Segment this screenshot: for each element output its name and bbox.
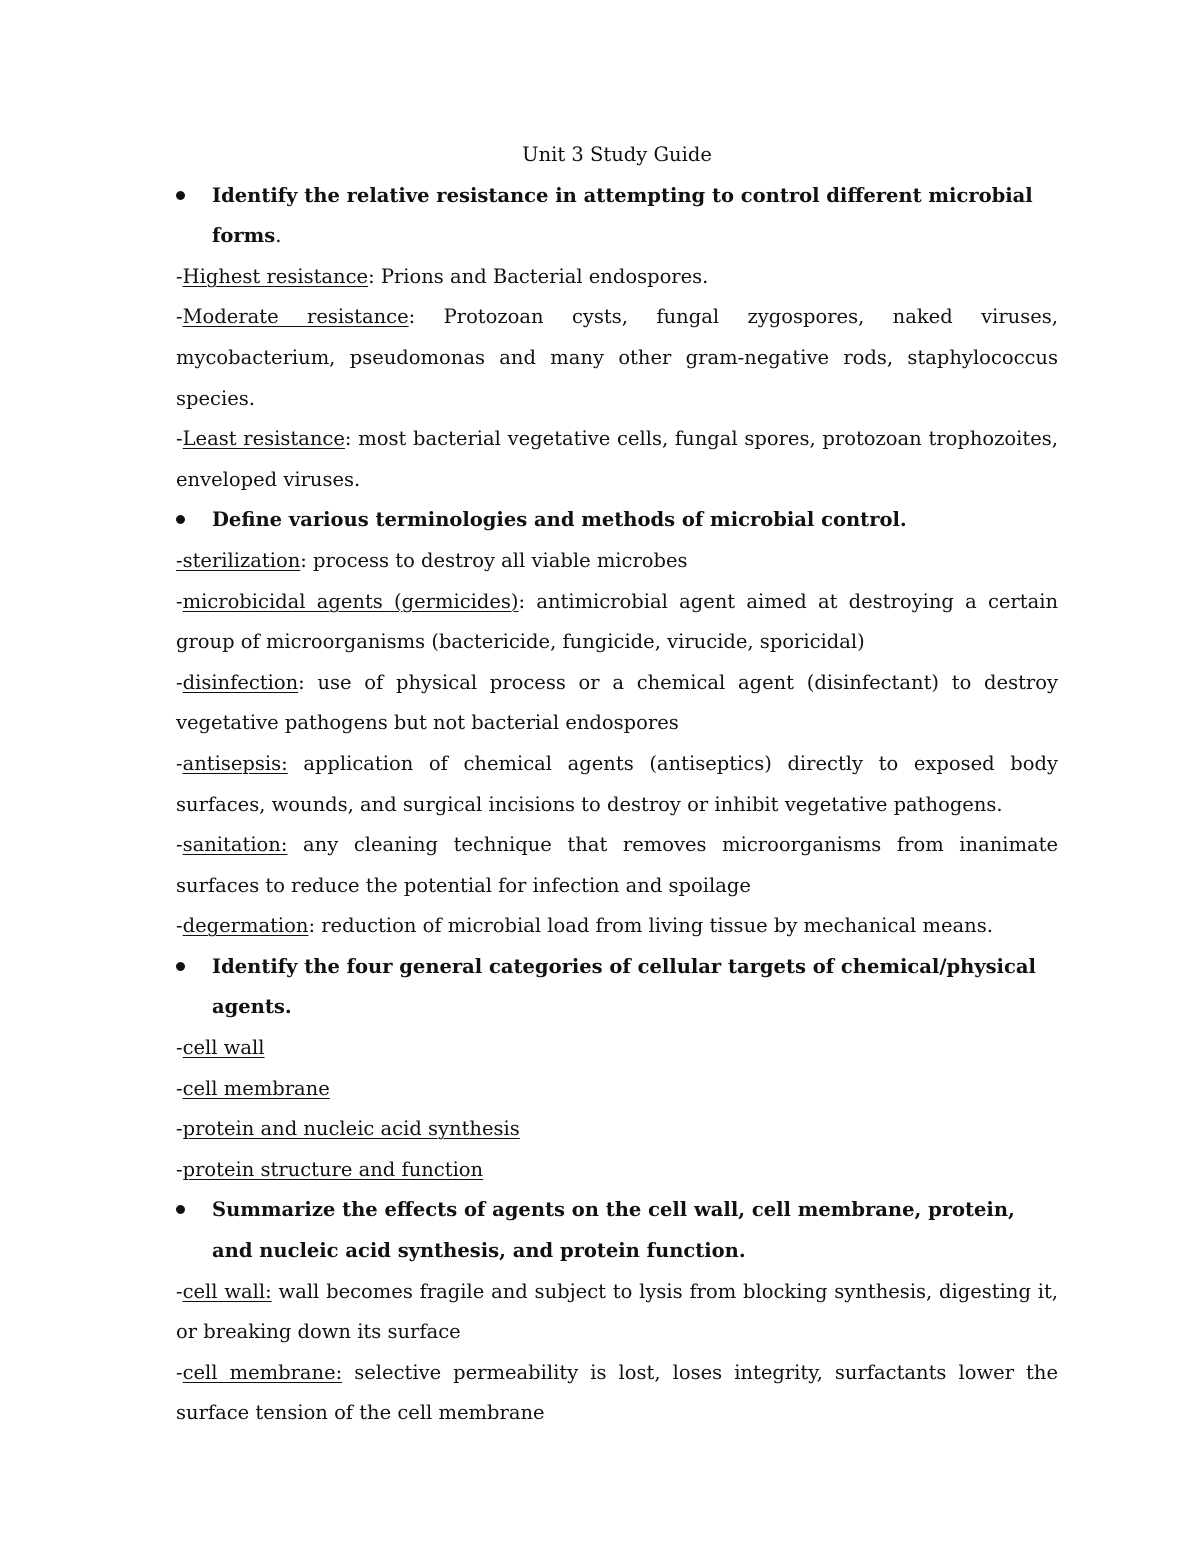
section-heading: Summarize the effects of agents on the cell wall, cell membrane, protein, and nucleic acid synthesis, and protein function. (176, 1190, 1058, 1271)
term-label: -sterilization (176, 548, 301, 572)
term-label: cell wall: (182, 1279, 272, 1303)
term-label: disinfection (182, 670, 299, 694)
list-item: -cell membrane: selective permeability is lost, loses integrity, surfactants lower the surface tension of the cell membrane (176, 1360, 1058, 1425)
document-page (176, 135, 1058, 1434)
term-label: Highest resistance (182, 264, 369, 288)
list-item: -Highest resistance: Prions and Bacterial endospores. (176, 264, 709, 288)
list-item: -microbicidal agents (germicides): antimicrobial agent aimed at destroying a certain group of microorganisms (bactericide, fungicide, virucide, sporicidal) (176, 589, 1058, 654)
section-heading: Identify the relative resistance in attempting to control different microbial forms. (176, 176, 1058, 257)
term-label: cell membrane (182, 1076, 330, 1100)
term-label: Least resistance (182, 427, 345, 451)
section-terminology (176, 500, 1058, 947)
list-item: -disinfection: use of physical process or a chemical agent (disinfectant) to destroy vegetative pathogens but not bacterial endospores (176, 670, 1058, 735)
term-label: cell membrane: (182, 1360, 343, 1384)
list-item: -cell membrane (176, 1076, 330, 1100)
section-heading: Identify the four general categories of cellular targets of chemical/physical agents. (176, 947, 1058, 1028)
term-label: protein and nucleic acid synthesis (182, 1117, 520, 1141)
section-agent-effects (176, 1190, 1058, 1434)
bullet-icon (176, 191, 185, 200)
section-cellular-targets (176, 947, 1058, 1191)
section-heading: Define various terminologies and methods of microbial control. (176, 500, 1058, 541)
list-item: -Moderate resistance: Protozoan cysts, fungal zygospores, naked viruses, mycobacterium, pseudomonas and many other gram-negative rods, staphylococcus species. (176, 305, 1058, 410)
list-item: -antisepsis: application of chemical agents (antiseptics) directly to exposed body surfaces, wounds, and surgical incisions to destroy or inhibit vegetative pathogens. (176, 751, 1058, 816)
term-label: degermation (182, 914, 309, 938)
bullet-icon (176, 1205, 185, 1214)
page-title: Unit 3 Study Guide (522, 143, 712, 166)
section-resistance (176, 176, 1058, 501)
list-item: -cell wall (176, 1036, 265, 1060)
term-label: Moderate resistance (182, 305, 409, 329)
bullet-icon (176, 962, 185, 971)
term-label: antisepsis: (182, 751, 288, 775)
bullet-icon (176, 515, 185, 524)
list-item: -sanitation: any cleaning technique that removes microorganisms from inanimate surfaces to reduce the potential for infection and spoilage (176, 833, 1058, 897)
term-label: sanitation: (182, 833, 288, 857)
list-item: -protein and nucleic acid synthesis (176, 1117, 520, 1141)
list-item: -degermation: reduction of microbial load from living tissue by mechanical means. (176, 914, 993, 938)
term-label: protein structure and function (182, 1157, 484, 1181)
term-label: microbicidal agents (germicides) (182, 589, 519, 613)
list-item: -protein structure and function (176, 1157, 484, 1181)
list-item: -Least resistance: most bacterial vegetative cells, fungal spores, protozoan trophozoites, enveloped viruses. (176, 427, 1058, 491)
list-item: -sterilization: process to destroy all viable microbes (176, 548, 688, 572)
term-label: cell wall (182, 1036, 265, 1060)
list-item: -cell wall: wall becomes fragile and subject to lysis from blocking synthesis, digesting it, or breaking down its surface (176, 1279, 1058, 1344)
